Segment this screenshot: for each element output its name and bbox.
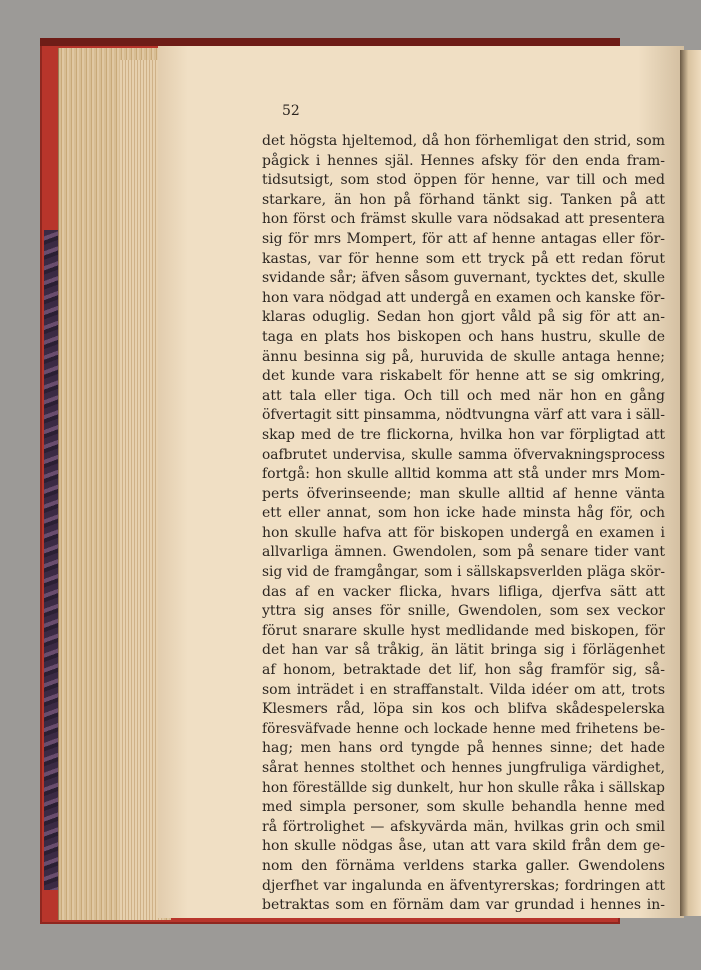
text-line: sig vid de framgångar, som i sällskapsverlden pläga skör- [262,564,665,581]
text-line: öfvertagit sitt pinsamma, nödtvungna värf att vara i säll- [262,407,665,424]
text-line: att tala eller tiga. Och till och med när hon en gång [262,387,665,404]
text-line: hon skulle hafva att för biskopen undergå en examen i [262,524,665,541]
text-line: das af en vacker flicka, hvars lifliga, djerfva sätt att [262,583,665,600]
text-line: nom den förnäma verldens starka galler. Gwendolens [262,857,665,874]
page-text [262,132,665,916]
text-line: betraktas som en förnäm dam var grundad i hennes in- [262,897,665,914]
text-line: hon föreställde sig dunkelt, hur hon skulle råka i sällskap [262,779,665,796]
text-line: djerfhet var ingalunda en äfventyrerskas; fordringen att [262,877,665,894]
cover-top-edge [40,38,620,46]
text-line: taga en plats hos biskopen och hans hustru, skulle de [262,328,665,345]
text-line: ännu besinna sig på, huruvida de skulle antaga henne; [262,348,665,365]
text-line: allvarliga ämnen. Gwendolen, som på senare tider vant [262,544,665,561]
text-line: fortgå: hon skulle alltid komma att stå under mrs Mom- [262,466,665,483]
text-line: föresväfvade henne och lockade henne med frihetens be- [262,720,665,737]
text-line: rå förtrolighet — afskyvärda män, hvilkas grin och smil [262,818,665,835]
text-line: hon skulle nödgas åse, utan att vara skild från dem ge- [262,838,665,855]
text-line: förut snarare skulle hyst medlidande med biskopen, för [262,622,665,639]
text-line: det han var så tråkig, än lätit bringa sig i förlägenhet [262,642,665,659]
text-line: skap med de tre flickorna, hvilka hon var förpligtad att [262,426,665,443]
text-line: tidsutsigt, som stod öppen för henne, var till och med [262,172,665,189]
text-line: sig för mrs Mompert, för att af henne antagas eller för- [262,230,665,247]
text-line: med simpla personer, som skulle behandla henne med [262,799,665,816]
text-line: starkare, än hon på förhand tänkt sig. Tanken på att [262,191,665,208]
text-line: som inträdet i en straffanstalt. Vilda idéer om att, trots [262,681,665,698]
text-line: af honom, betraktade det lif, hon såg framför sig, så- [262,662,665,679]
text-line: svidande sår; äfven såsom guvernant, tycktes det, skulle [262,270,665,287]
text-line: ett eller annat, som hon icke hade minsta håg för, och [262,505,665,522]
text-line: pågick i hennes själ. Hennes afsky för den enda fram- [262,152,665,169]
text-line: kastas, var för henne som ett tryck på ett redan förut [262,250,665,267]
text-line: perts öfverinseende; man skulle alltid af henne vänta [262,485,665,502]
text-line: yttra sig anses för snille, Gwendolen, som sex veckor [262,603,665,620]
text-line: hon vara nödgad att undergå en examen och kanske för- [262,289,665,306]
facing-page-edge [680,50,701,916]
page-number: 52 [282,103,300,119]
text-line: hon först och främst skulle vara nödsakad att presentera [262,211,665,228]
text-line: Klesmers råd, löpa sin kos och blifva skådespelerska [262,701,665,718]
text-line: sårat hennes stolthet och hennes jungfruliga värdighet, [262,760,665,776]
text-line: hag; men hans ord tyngde på hennes sinne; det hade [262,740,665,757]
page-edges-inner [120,60,162,920]
text-line: det högsta hjeltemod, då hon förhemligat den strid, som [262,133,665,149]
text-line: det kunde vara riskabelt för henne att se sig omkring, [262,368,665,385]
text-line: oafbrutet undervisa, skulle samma öfvervakningsprocess [262,446,665,463]
text-line: klaras oduglig. Sedan hon gjort våld på sig för att an- [262,309,665,326]
